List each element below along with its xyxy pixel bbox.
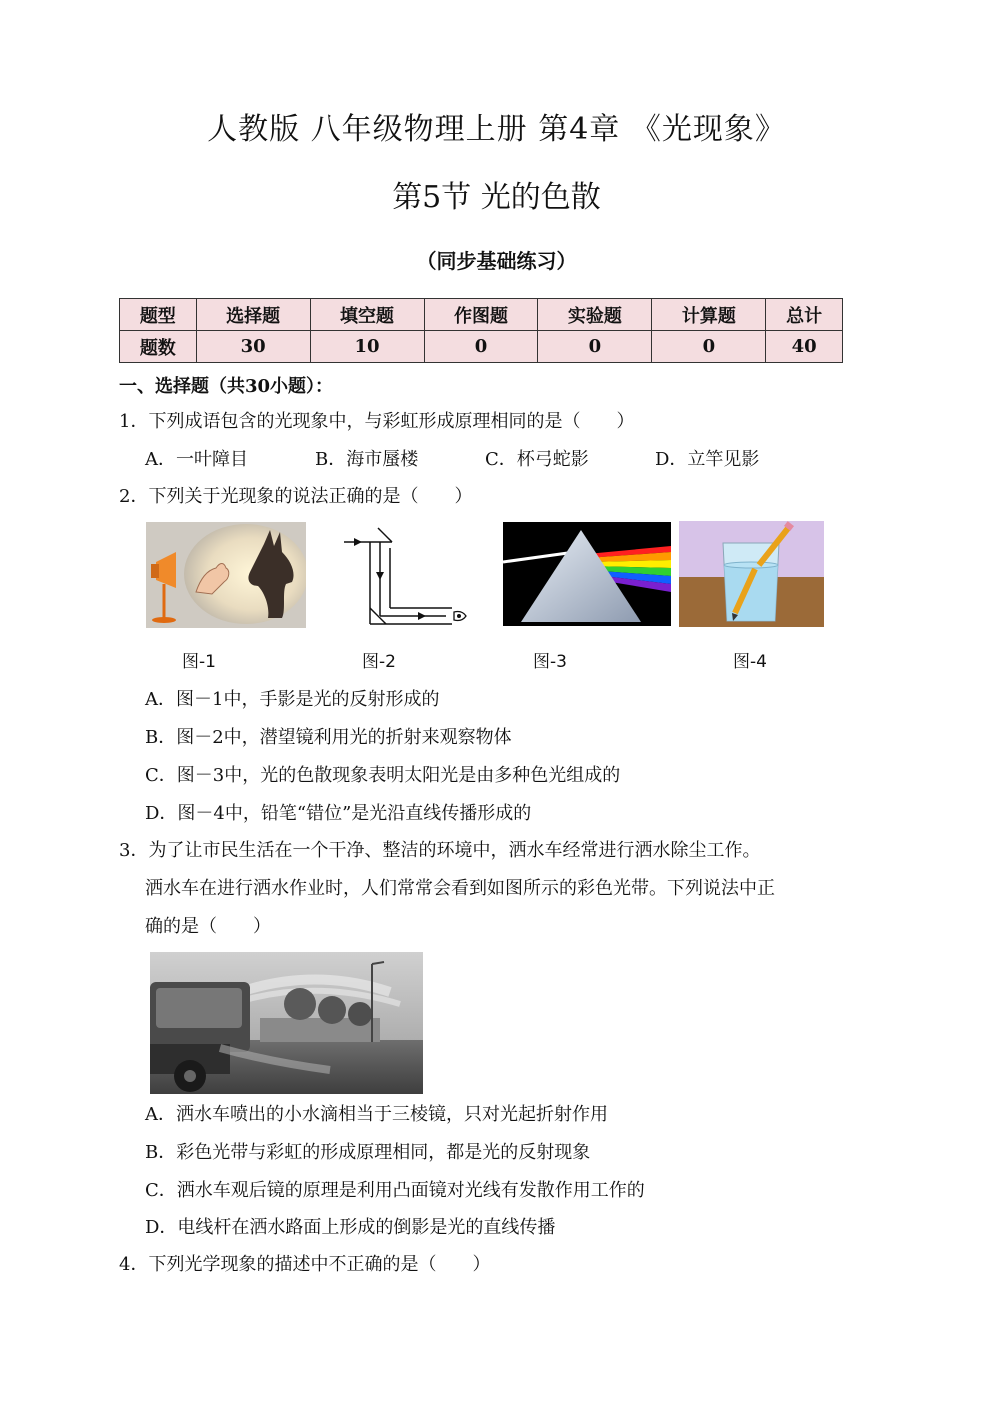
figure-1-hand-shadow-image [146,522,306,628]
question-4-stem: 4．下列光学现象的描述中不正确的是（ ） [119,1254,491,1275]
figure-4-caption: 图-4 [733,652,767,672]
table-cell: 题数 [120,331,197,363]
q3-option-a: A．洒水车喷出的小水滴相当于三棱镜，只对光起折射作用 [145,1104,608,1125]
question-3-stem-line-1: 3．为了让市民生活在一个干净、整洁的环境中，洒水车经常进行洒水除尘工作。 [119,840,761,861]
table-cell: 计算题 [652,299,766,331]
q3-option-d: D．电线杆在洒水路面上形成的倒影是光的直线传播 [145,1217,556,1238]
table-cell: 填空题 [310,299,424,331]
q1-option-d: D．立竿见影 [655,449,760,470]
question-stats-table [119,298,843,363]
q2-option-a: A．图－1中，手影是光的反射形成的 [145,689,440,710]
table-cell: 题型 [120,299,197,331]
table-cell: 30 [196,331,310,363]
table-cell: 10 [310,331,424,363]
q2-option-d: D．图－4中，铅笔“错位”是光沿直线传播形成的 [145,803,532,824]
table-cell: 0 [538,331,652,363]
table-cell: 实验题 [538,299,652,331]
table-cell: 作图题 [424,299,538,331]
document-title: 人教版 八年级物理上册 第4章 《光现象》 [207,112,786,147]
q1-option-c: C．杯弓蛇影 [485,449,589,470]
figure-3-caption: 图-3 [533,652,567,672]
table-cell: 选择题 [196,299,310,331]
question-3-stem-line-2: 洒水车在进行洒水作业时，人们常常会看到如图所示的彩色光带。下列说法中正 [145,878,775,899]
section-title: 第5节 光的色散 [392,180,601,215]
question-3-stem-line-3: 确的是（ ） [145,916,271,937]
q3-option-c: C．洒水车观后镜的原理是利用凸面镜对光线有发散作用工作的 [145,1180,645,1201]
question-2-stem: 2．下列关于光现象的说法正确的是（ ） [119,486,473,507]
q1-option-a: A．一叶障目 [145,449,248,470]
q2-option-c: C．图－3中，光的色散现象表明太阳光是由多种色光组成的 [145,765,621,786]
table-cell: 0 [424,331,538,363]
q3-option-b: B．彩色光带与彩虹的形成原理相同，都是光的反射现象 [145,1142,591,1163]
table-cell: 总计 [766,299,843,331]
table-row [120,331,843,363]
figure-2-periscope-diagram [342,524,472,634]
table-row [120,299,843,331]
figure-sprinkler-truck-photo [150,952,423,1094]
figure-4-pencil-in-glass-image [679,521,824,627]
table-cell: 0 [652,331,766,363]
section-heading: 一、选择题（共30小题）： [119,376,334,397]
q1-option-b: B．海市蜃楼 [315,449,419,470]
question-1-stem: 1．下列成语包含的光现象中，与彩虹形成原理相同的是（ ） [119,411,635,432]
figure-3-prism-dispersion-image [503,522,671,626]
q2-option-b: B．图－2中，潜望镜利用光的折射来观察物体 [145,727,512,748]
subtitle: （同步基础练习） [416,249,577,273]
table-cell: 40 [766,331,843,363]
figure-2-caption: 图-2 [362,652,396,672]
figure-1-caption: 图-1 [182,652,216,672]
